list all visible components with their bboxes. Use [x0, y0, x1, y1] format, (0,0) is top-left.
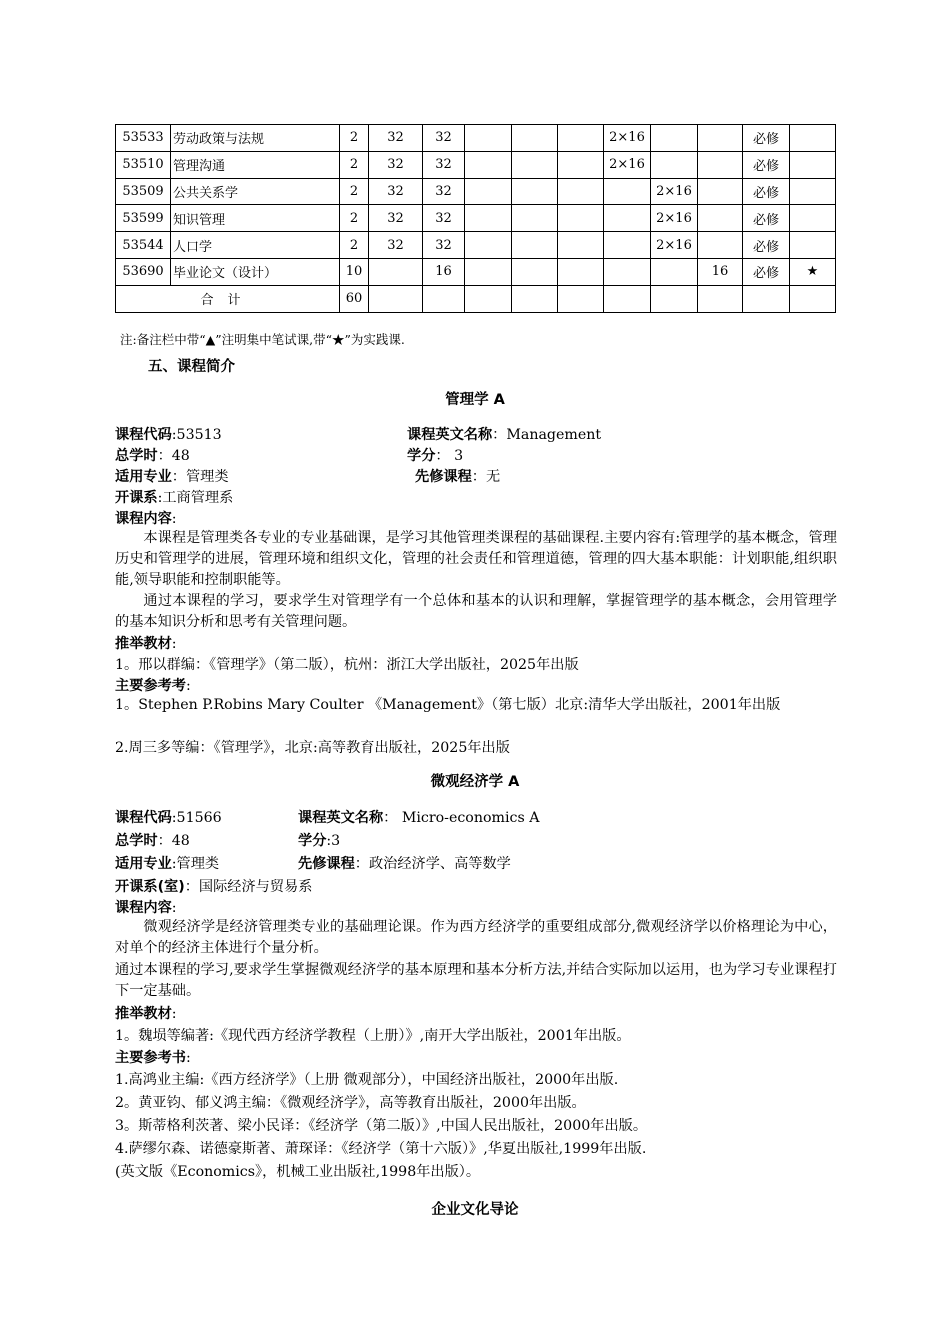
- course-code-cell: 53509: [116, 178, 171, 205]
- table-cell: [465, 205, 512, 232]
- course-name-cell: 知识管理: [171, 205, 340, 232]
- table-cell: [790, 125, 836, 152]
- course2-code-line: 课程代码:51566 课程英文名称： Micro-economics A: [115, 807, 837, 827]
- course-code-cell: 53690: [116, 258, 171, 285]
- table-cell: [698, 205, 743, 232]
- course1-credit: 学分： 3: [407, 448, 464, 464]
- table-cell: ★: [790, 258, 836, 285]
- course-code-cell: 53599: [116, 205, 171, 232]
- table-cell: [790, 178, 836, 205]
- table-cell: 32: [423, 178, 465, 205]
- table-cell: [465, 125, 512, 152]
- table-cell: 2: [340, 232, 369, 259]
- course-name-cell: 人口学: [171, 232, 340, 259]
- course1-ref-2: 2.周三多等编：《管理学》，北京:高等教育出版社，2025年出版: [115, 740, 510, 756]
- course1-content-p1: 本课程是管理类各专业的专业基础课，是学习其他管理类课程的基础课程.主要内容有:管理学的基本概念，管理历史和管理学的进展，管理环境和组织文化，管理的社会责任和管理道德，管理的四大基本职能：计划职能,组织职能,领导职能和控制职能等。: [115, 530, 837, 588]
- table-cell: [465, 258, 512, 285]
- table-cell: [558, 258, 604, 285]
- table-cell: 32: [369, 205, 423, 232]
- course2-content-p2: 通过本课程的学习,要求学生掌握微观经济学的基本原理和基本分析方法,并结合实际加以运用，也为学习专业课程打下一定基础。: [115, 962, 837, 999]
- course2-ref-4: 4.萨缪尔森、诺德豪斯著、萧琛译：《经济学（第十六版）》,华夏出版社,1999年出版.: [115, 1141, 647, 1157]
- table-cell: 2: [340, 125, 369, 152]
- table-cell: [651, 151, 698, 178]
- table-cell: 32: [423, 232, 465, 259]
- course2-credit: 学分:3: [298, 833, 341, 849]
- course1-prereq: 先修课程：无: [415, 469, 501, 485]
- course-name-cell: 毕业论文（设计）: [171, 258, 340, 285]
- course3-title: 企业文化导论: [431, 1202, 519, 1218]
- table-cell: [698, 125, 743, 152]
- course-table-body: [116, 125, 836, 313]
- course2-prereq: 先修课程：政治经济学、高等数学: [298, 856, 511, 872]
- table-cell: [465, 232, 512, 259]
- table-cell: [512, 151, 558, 178]
- table-cell: 32: [423, 205, 465, 232]
- table-cell: 必修: [743, 125, 790, 152]
- table-cell: 32: [423, 125, 465, 152]
- course2-title: 微观经济学 A: [430, 774, 520, 790]
- table-cell: 必修: [743, 178, 790, 205]
- table-cell: [698, 178, 743, 205]
- course1-hours-line: 总学时：48 学分： 3: [115, 445, 837, 465]
- table-cell: [558, 178, 604, 205]
- course2-textbook-label: 推举教材:: [115, 1006, 177, 1022]
- table-cell: [790, 205, 836, 232]
- table-cell: [558, 232, 604, 259]
- table-cell: 必修: [743, 258, 790, 285]
- course2-ref-2: 2。黄亚钧、郁义鸿主编：《微观经济学》，高等教育出版社，2000年出版。: [115, 1095, 586, 1111]
- course1-dept-line: 开课系:工商管理系: [115, 490, 234, 506]
- table-cell: [512, 258, 558, 285]
- table-cell: 16: [698, 258, 743, 285]
- table-cell: [790, 151, 836, 178]
- table-cell: 32: [423, 151, 465, 178]
- table-cell: [604, 205, 651, 232]
- table-cell: 2: [340, 178, 369, 205]
- course2-textbook-1: 1。魏埙等编著:《现代西方经济学教程（上册）》,南开大学出版社，2001年出版。: [115, 1028, 631, 1044]
- table-cell: 2×16: [651, 232, 698, 259]
- table-cell: 必修: [743, 205, 790, 232]
- course2-ref-label: 主要参考书:: [115, 1050, 191, 1066]
- table-cell: [512, 178, 558, 205]
- table-cell: 2×16: [651, 178, 698, 205]
- table-cell: [558, 151, 604, 178]
- table-cell: [790, 232, 836, 259]
- table-cell: [558, 205, 604, 232]
- table-cell: 必修: [743, 151, 790, 178]
- table-cell: [604, 258, 651, 285]
- table-row: [116, 125, 836, 152]
- table-cell: 32: [369, 232, 423, 259]
- course2-content-p1: 微观经济学是经济管理类专业的基础理论课。作为西方经济学的重要组成部分,微观经济学以价格理论为中心，对单个的经济主体进行个量分析。: [115, 919, 837, 956]
- course1-en-name: 课程英文名称：Management: [407, 427, 602, 443]
- total-label: 合计: [116, 285, 340, 312]
- course2-major-line: 适用专业:管理类 先修课程：政治经济学、高等数学: [115, 853, 837, 873]
- course1-title: 管理学 A: [445, 392, 505, 408]
- table-cell: [465, 151, 512, 178]
- course-name-cell: 公共关系学: [171, 178, 340, 205]
- course2-ref-1: 1.高鸿业主编:《西方经济学》（上册 微观部分），中国经济出版社，2000年出版.: [115, 1072, 619, 1088]
- table-cell: [698, 151, 743, 178]
- table-row: [116, 205, 836, 232]
- course2-ref-3: 3。斯蒂格利茨著、梁小民译：《经济学（第二版）》,中国人民出版社，2000年出版。: [115, 1118, 648, 1134]
- table-cell: 2×16: [604, 125, 651, 152]
- table-cell: 2×16: [604, 151, 651, 178]
- table-total-row: [116, 285, 836, 312]
- course2-en-name: 课程英文名称： Micro-economics A: [298, 810, 540, 826]
- table-cell: 2: [340, 151, 369, 178]
- table-cell: 16: [423, 258, 465, 285]
- course-name-cell: 管理沟通: [171, 151, 340, 178]
- course1-content-p2: 通过本课程的学习，要求学生对管理学有一个总体和基本的认识和理解，掌握管理学的基本概念，会用管理学的基本知识分析和思考有关管理问题。: [115, 593, 837, 630]
- course-code-cell: 53544: [116, 232, 171, 259]
- course1-textbook-label: 推举教材:: [115, 636, 177, 652]
- table-cell: 2×16: [651, 205, 698, 232]
- course2-dept-line: 开课系(室)：国际经济与贸易系: [115, 879, 313, 895]
- course1-major-line: 适用专业：管理类 先修课程：无: [115, 466, 837, 486]
- course1-code-line: 课程代码:53513 课程英文名称：Management: [115, 424, 837, 444]
- table-cell: [512, 125, 558, 152]
- table-cell: 32: [369, 151, 423, 178]
- table-cell: 10: [340, 258, 369, 285]
- table-row: [116, 232, 836, 259]
- table-cell: [604, 232, 651, 259]
- table-row: [116, 151, 836, 178]
- course1-ref-label: 主要参考考:: [115, 678, 191, 694]
- table-cell: 必修: [743, 232, 790, 259]
- course2-ref-5: (英文版《Economics》，机械工业出版社,1998年出版）。: [115, 1164, 481, 1180]
- course1-content-label: 课程内容:: [115, 511, 177, 527]
- table-cell: [558, 125, 604, 152]
- table-cell: 32: [369, 125, 423, 152]
- table-cell: [698, 232, 743, 259]
- course1-ref-1: 1。Stephen P.Robins Mary Coulter 《Management》（第七版）北京:清华大学出版社，2001年出版: [115, 697, 781, 713]
- table-cell: [512, 205, 558, 232]
- table-cell: 32: [369, 178, 423, 205]
- table-row: [116, 178, 836, 205]
- course1-textbook-1: 1。邢以群编：《管理学》（第二版），杭州：浙江大学出版社，2025年出版: [115, 657, 579, 673]
- course2-hours-line: 总学时：48 学分:3: [115, 830, 837, 850]
- table-cell: 2: [340, 205, 369, 232]
- table-cell: [369, 258, 423, 285]
- table-row: [116, 258, 836, 285]
- table-cell: [512, 232, 558, 259]
- course-table: [115, 124, 836, 313]
- table-cell: [604, 178, 651, 205]
- course-code-cell: 53533: [116, 125, 171, 152]
- course-code-cell: 53510: [116, 151, 171, 178]
- course-name-cell: 劳动政策与法规: [171, 125, 340, 152]
- table-cell: [651, 258, 698, 285]
- section-heading: 五、课程简介: [148, 359, 235, 375]
- table-cell: [465, 178, 512, 205]
- table-cell: [651, 125, 698, 152]
- table-note: 注:备注栏中带“▲”注明集中笔试课,带“★”为实践课.: [120, 332, 405, 347]
- course2-content-label: 课程内容:: [115, 900, 177, 916]
- total-credits: 60: [340, 285, 369, 312]
